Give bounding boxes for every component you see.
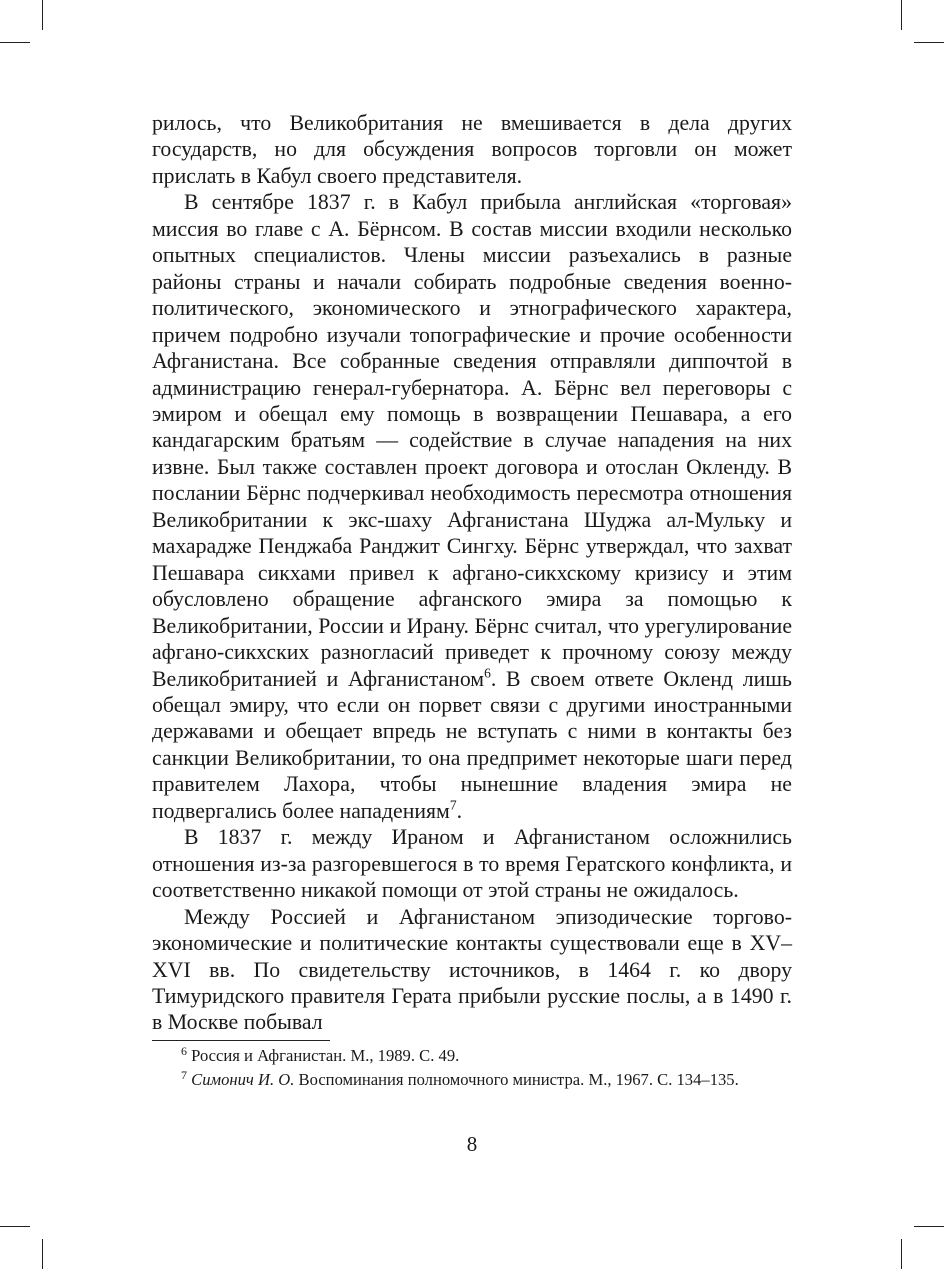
crop-mark-bottom-left (42, 1239, 43, 1269)
body-text (152, 110, 792, 1036)
paragraph-2-part-b: . В своем ответе Окленд лишь обещал эмиру, что если он порвет связи с другими иностранными державами и обещает впредь не вступать с ними в контакты без санкции Великобритании, то она предпримет некоторые шаги перед правителем Лахора, чтобы нынешние владения эмира не подвергались более нападениям (152, 666, 792, 823)
footnote-ref-6[interactable]: 6 (484, 665, 491, 681)
footnote-7-mark: 7 (181, 1067, 187, 1082)
paragraph-2-part-a: В сентябре 1837 г. в Кабул прибыла английская «торговая» миссия во главе с А. Бёрнсом. В состав миссии входили несколько опытных специалистов. Члены миссии разъехались в разные районы страны и начали собирать подробные сведения военно-политического, экономического и этнографического характера, причем подробно изучали топографические и прочие особенности Афганистана. Все собранные сведения отправляли диппочтой в администрацию генерал-губернатора. А. Бёрнс вел переговоры с эмиром и обещал ему помощь в возвращении Пешавара, а его кандагарским братьям — содействие в случае нападения на них извне. Был также составлен проект договора и отослан Окленду. В послании Бёрнс подчеркивал необходимость пересмотра отношения Великобритании к экс-шаху Афганистана Шуджа ал-Мульку и махарадже Пенджаба Ранджит Сингху. Бёрнс утверждал, что захват Пешавара сикхами привел к афгано-сикхскому кризису и этим обусловлено обращение афганского эмира за помощью к Великобритании, России и Ирану. Бёрнс считал, что урегулирование афгано-сикхских разногласий приведет к прочному союзу между Великобританией и Афганистаном (152, 190, 792, 691)
crop-mark-top-right (901, 0, 902, 30)
footnotes (152, 1044, 792, 1091)
crop-mark-top-right-h (914, 42, 944, 43)
footnote-separator (152, 1040, 330, 1041)
footnote-6-mark: 6 (181, 1044, 187, 1059)
footnote-7 (152, 1068, 792, 1092)
crop-mark-top-left (42, 0, 43, 30)
footnote-6 (152, 1044, 792, 1068)
page-number: 8 (466, 1132, 478, 1156)
paragraph-2 (152, 189, 792, 824)
paragraph-1: рилось, что Великобритания не вмешивается в дела других государств, но для обсуждения вопросов торговли он может прислать в Кабул своего представителя. (152, 111, 792, 188)
footnote-6-text: Россия и Афганистан. М., 1989. С. 49. (191, 1046, 460, 1065)
paragraph-4: Между Россией и Афганистаном эпизодические торгово-экономические и политические контакты существовали еще в XV–XVI вв. По свидетельству источников, в 1464 г. ко двору Тимуридского правителя Герата прибыли русские послы, а в 1490 г. в Москве побывал (152, 904, 792, 1035)
crop-mark-top-left-h (0, 42, 30, 43)
footnote-7-author: Симонич И. О. (191, 1069, 295, 1089)
crop-mark-bottom-left-h (0, 1226, 30, 1227)
paragraph-3: В 1837 г. между Ираном и Афганистаном осложнились отношения из-за разгоревшегося в то время Гератского конфликта, и соответственно никакой помощи от этой страны не ожидалось. (152, 825, 792, 903)
paragraph-2-part-c: . (456, 798, 463, 823)
footnote-7-text: Воспоминания полномочного министра. М., 1967. С. 134–135. (294, 1069, 739, 1089)
footnote-ref-7[interactable]: 7 (449, 797, 457, 813)
crop-mark-bottom-right-h (914, 1226, 944, 1227)
crop-mark-bottom-right (901, 1239, 902, 1269)
